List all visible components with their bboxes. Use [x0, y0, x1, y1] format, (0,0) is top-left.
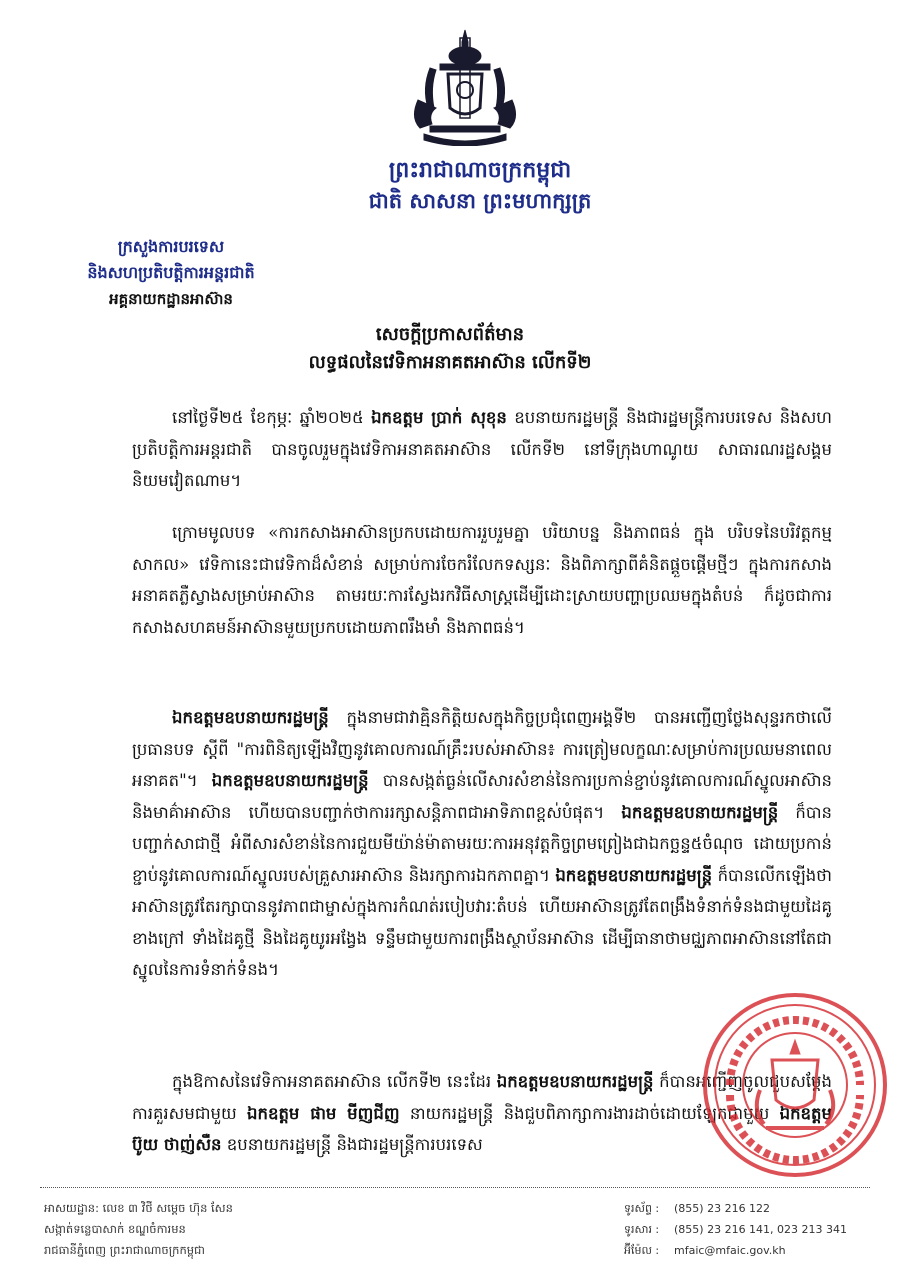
address-line-1: អាសយដ្ឋាន: លេខ ៣ វិថី សម្ដេច ហ៊ុន សែន — [44, 1201, 233, 1215]
p3-text-1: ក្នុងនាមជាវាគ្មិនកិត្តិយសក្នុងកិច្ចប្រជុំពេញអង្គទី២ បានអញ្ជើញថ្លែងសុន្ទរកថាលើប្រធានបទ ស្ដីពី "ការពិនិត្យឡើងវិញនូវគោលការណ៍គ្រឹះរបស់អាស៊ាន៖ ការត្រៀមលក្ខណៈសម្រាប់ការប្រឈមនាពេលអនាគត"។ — [132, 708, 832, 790]
email-label: អ៊ីម៉ែល : — [624, 1244, 660, 1257]
p4-text-a: ក្នុងឱកាសនៃវេទិកាអនាគតអាស៊ាន លើកទី២ នេះដែរ — [172, 1072, 497, 1091]
p4-text-e: នាយករដ្ឋមន្ត្រី និងជួបពិភាក្សាការងារដាច់ដោយឡែកជាមួយ — [399, 1103, 780, 1123]
p3-title-2: ឯកឧត្តមឧបនាយករដ្ឋមន្ត្រី — [211, 771, 369, 790]
paragraph-3 — [132, 702, 832, 986]
p4-name-b: ឯកឧត្តមឧបនាយករដ្ឋមន្ត្រី — [496, 1072, 654, 1091]
p2-text: ក្រោមមូលបទ «ការកសាងអាស៊ានប្រកបដោយការរួបរួមគ្នា បរិយាបន្ន និងភាពធន់ ក្នុង បរិបទនៃបរិវត្តកម្មសាកល» វេទិកានេះជាវេទិកាដ៏សំខាន់ សម្រាប់ការចែករំលែកទស្សនៈ និងពិភាក្សាពីគំនិតផ្ដួចផ្ដើមថ្មីៗ ក្នុងការកសាងអនាគតភ្លឺស្វាងសម្រាប់អាស៊ាន តាមរយៈការស្វែងរកវិធីសាស្ត្រដើម្បីដោះស្រាយបញ្ហាប្រឈមក្នុងតំបន់ ក៏ដូចជាការកសាងសហគមន៍អាស៊ានមួយប្រកបដោយភាពរឹងមាំ និងភាពធន់។ — [132, 523, 832, 637]
address-line-2: សង្កាត់ទន្លេបាសាក់ ខណ្ឌចំការមន — [44, 1222, 186, 1236]
fax-row — [624, 1219, 884, 1240]
p3-title-4: ឯកឧត្តមឧបនាយករដ្ឋមន្ត្រី — [555, 865, 713, 885]
email-row — [624, 1240, 884, 1261]
p3-text-4: ក៏បានលើកឡើងថា អាស៊ានត្រូវតែរក្សាបាននូវភាពជាម្ចាស់ក្នុងការកំណត់របៀបវារៈតំបន់ ហើយអាស៊ានត្រូវតែពង្រឹងទំនាក់ទំនងជាមួយដៃគូខាងក្រៅ ទាំងដៃគូថ្មី និងដៃគូយូរអង្វែង ទន្ទឹមជាមួយការពង្រឹងស្ថាប័នអាស៊ាន ដើម្បីធានាថាមជ្ឈភាពអាស៊ាននៅតែជាស្នូលនៃការទំនាក់ទំនង។ — [132, 865, 832, 979]
paragraph-4 — [132, 1066, 832, 1161]
p3-text-2: បានសង្កត់ធ្ងន់លើសារសំខាន់នៃការប្រកាន់ខ្ជាប់នូវគោលការណ៍ស្នូលអាស៊ាននិងមាគ៌ាអាស៊ាន ហើយបានបញ្ជាក់ថាការរក្សាសន្តិភាពជាអាទិភាពខ្ពស់បំផុត។ — [132, 771, 832, 822]
national-motto: ជាតិ សាសនា ព្រះមហាក្សត្រ — [368, 188, 592, 213]
royal-coat-of-arms-icon — [410, 28, 520, 146]
ministry-name-line1: ក្រសួងការបរទេស — [117, 237, 225, 256]
footer-contact — [624, 1198, 884, 1261]
phone-row — [624, 1198, 884, 1219]
fax-label: ទូរសារ : — [624, 1223, 660, 1236]
p4-text-c: ក៏បានអញ្ជើញចូលជួបសម្ដែងការគួរសមជាមួយ — [132, 1072, 833, 1123]
document-title: សេចក្ដីប្រកាសព័ត៌មាន — [375, 324, 525, 345]
p3-title-1: ឯកឧត្តមឧបនាយករដ្ឋមន្ត្រី — [172, 708, 329, 727]
p3-title-3: ឯកឧត្តមឧបនាយករដ្ឋមន្ត្រី — [621, 802, 779, 822]
phone-label: ទូរស័ព្ទ : — [624, 1202, 660, 1215]
p1-text-c: ឧបនាយករដ្ឋមន្ត្រី និងជារដ្ឋមន្ត្រីការបរទេស និងសហប្រតិបត្តិការអន្តរជាតិ បានចូលរួមក្នុងវេទិកាអនាគតអាស៊ាន លើកទី២ នៅទីក្រុងហាណូយ សាធារណរដ្ឋសង្គមនិយមវៀតណាម។ — [132, 408, 833, 490]
email-value[interactable]: mfaic@mfaic.gov.kh — [674, 1244, 786, 1257]
ministry-name-line2: និងសហប្រតិបត្តិការអន្តរជាតិ — [87, 263, 255, 282]
fax-value: (855) 23 216 141, 023 213 341 — [674, 1223, 848, 1236]
p1-text-a: នៅថ្ងៃទី២៥ ខែកុម្ភៈ ឆ្នាំ២០២៥ — [172, 408, 372, 427]
footer-address — [44, 1198, 464, 1261]
phone-value: (855) 23 216 122 — [674, 1202, 771, 1215]
p4-text-g: ឧបនាយករដ្ឋមន្ត្រី និងជារដ្ឋមន្ត្រីការបរទេស — [221, 1135, 483, 1154]
p4-name-d: ឯកឧត្តម ផាម មីញជីញ — [247, 1103, 400, 1123]
p3-text-3: ក៏បានបញ្ជាក់សាជាថ្មី អំពីសារសំខាន់នៃការជួយមីយ៉ាន់ម៉ាតាមរយៈការអនុវត្តកិច្ចព្រមព្រៀងជាឯកច្ឆន្ទ៥ចំណុច ដោយប្រកាន់ខ្ជាប់នូវគោលការណ៍ស្នូលរបស់គ្រួសារអាស៊ាន និងរក្សាការឯកភាពគ្នា។ — [132, 802, 833, 885]
p4-name-f: ឯកឧត្តម ប៊ូយ ថាញ់សឺន — [132, 1103, 832, 1154]
document-subtitle: លទ្ធផលនៃវេទិកាអនាគតអាស៊ាន លើកទី២ — [308, 352, 592, 373]
footer-divider — [40, 1187, 870, 1188]
address-line-3: រាជធានីភ្នំពេញ ព្រះរាជាណាចក្រកម្ពុជា — [44, 1243, 205, 1257]
paragraph-1 — [132, 402, 832, 497]
department-name: អគ្គនាយកដ្ឋានអាស៊ាន — [109, 290, 233, 308]
kingdom-name: ព្រះរាជាណាចក្រកម្ពុជា — [388, 157, 572, 183]
p1-name: ឯកឧត្តម ប្រាក់ សុខុន — [371, 408, 507, 427]
paragraph-2 — [132, 517, 832, 643]
